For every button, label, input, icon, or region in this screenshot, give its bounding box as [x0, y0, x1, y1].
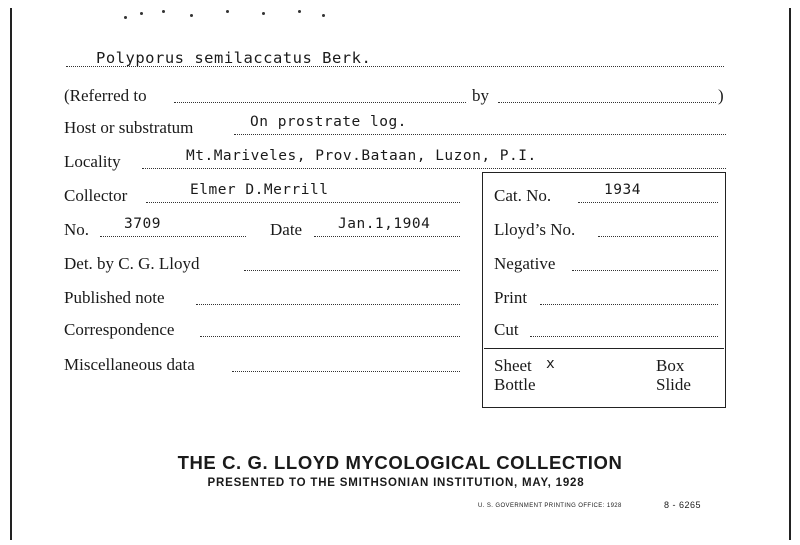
species-name: Polyporus semilaccatus Berk.: [96, 49, 372, 67]
cat-no-label: Cat. No.: [494, 186, 552, 205]
by-label: by: [472, 86, 489, 105]
published-note-line: [196, 304, 460, 305]
collection-title: THE C. G. LLOYD MYCOLOGICAL COLLECTION: [177, 452, 623, 473]
locality-label: Locality: [64, 152, 121, 171]
print-label: Print: [494, 288, 528, 307]
box-divider: [484, 348, 724, 349]
negative-line: [572, 270, 718, 271]
host-value: On prostrate log.: [250, 114, 407, 130]
sheet-label: Sheet: [494, 356, 532, 375]
lloyds-no-line: [598, 236, 718, 237]
printer-imprint: U. S. GOVERNMENT PRINTING OFFICE: 1928: [478, 503, 622, 509]
misc-data-label: Miscellaneous data: [64, 355, 195, 374]
by-line: [498, 102, 716, 103]
print-line: [540, 304, 718, 305]
date-line: [314, 236, 460, 237]
sheet-mark: x: [546, 356, 556, 372]
lloyds-no-label: Lloyd’s No.: [494, 220, 576, 239]
species-line: [66, 66, 724, 67]
collector-value: Elmer D.Merrill: [190, 182, 329, 198]
date-label: Date: [270, 220, 303, 239]
referred-to-line: [174, 102, 466, 103]
misc-data-line: [232, 371, 460, 372]
published-note-label: Published note: [64, 288, 165, 307]
cat-no-line: [578, 202, 718, 203]
cut-label: Cut: [494, 320, 519, 339]
slide-label: Slide: [656, 375, 691, 394]
close-paren: ): [718, 86, 724, 105]
cut-line: [530, 336, 718, 337]
det-by-label: Det. by C. G. Lloyd: [64, 254, 200, 273]
box-label: Box: [656, 356, 685, 375]
referred-to-label: (Referred to: [64, 86, 147, 105]
correspondence-line: [200, 336, 460, 337]
collection-subtitle: PRESENTED TO THE SMITHSONIAN INSTITUTION, MAY, 1928: [207, 477, 585, 489]
collector-line: [146, 202, 460, 203]
collector-label: Collector: [64, 186, 128, 205]
cat-no-value: 1934: [604, 182, 641, 198]
locality-line: [142, 168, 726, 169]
form-number: 8 - 6265: [664, 500, 702, 510]
locality-value: Mt.Mariveles, Prov.Bataan, Luzon, P.I.: [186, 148, 537, 164]
host-label: Host or substratum: [64, 118, 194, 137]
no-value: 3709: [124, 216, 161, 232]
date-value: Jan.1,1904: [338, 216, 431, 232]
det-by-line: [244, 270, 460, 271]
bottle-label: Bottle: [494, 375, 536, 394]
no-line: [100, 236, 246, 237]
no-label: No.: [64, 220, 90, 239]
negative-label: Negative: [494, 254, 556, 273]
host-line: [234, 134, 726, 135]
correspondence-label: Correspondence: [64, 320, 175, 339]
